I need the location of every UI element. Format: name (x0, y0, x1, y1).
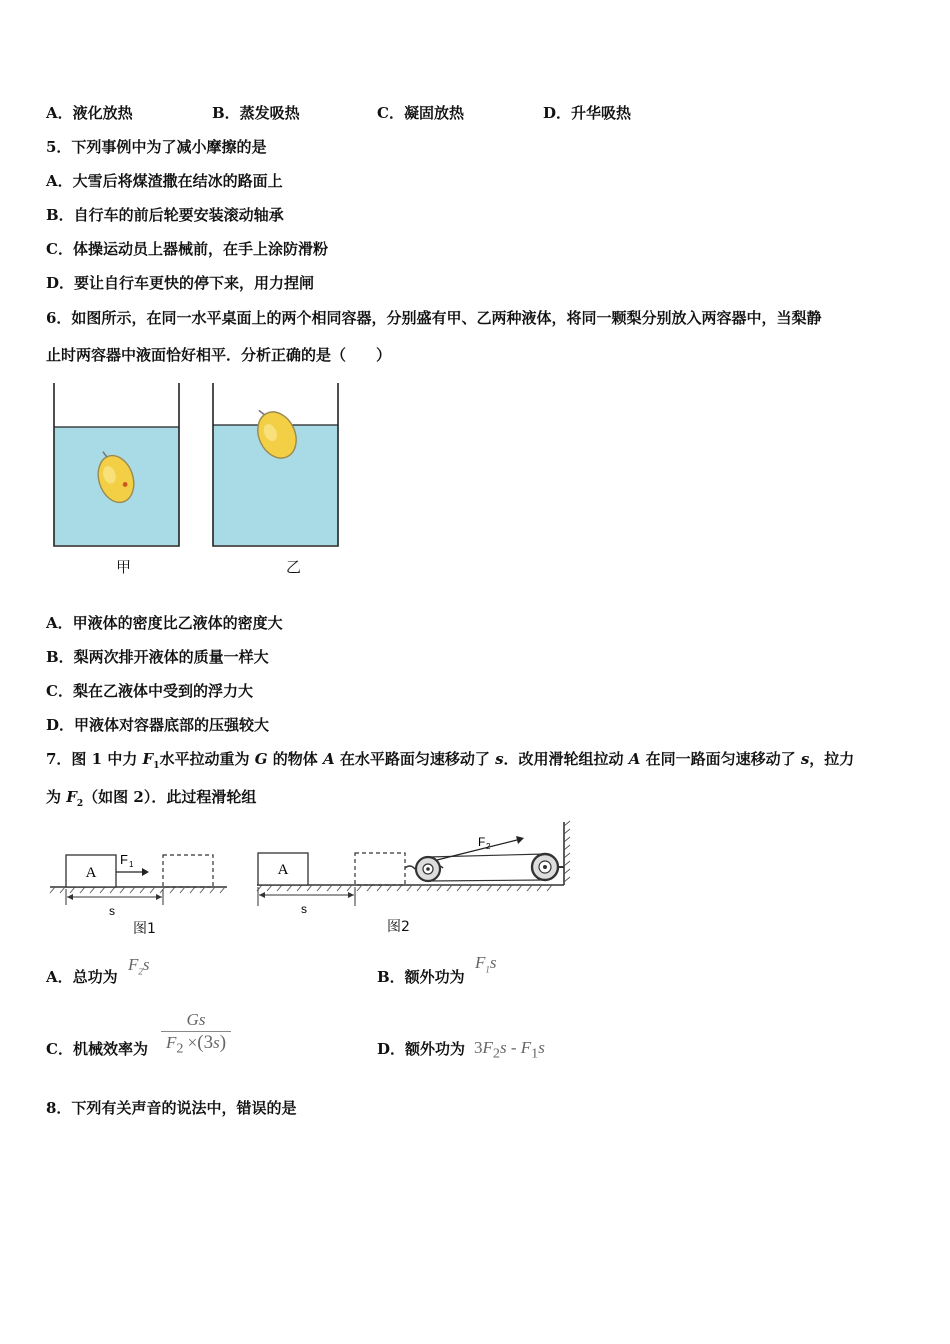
q5-option-b: B．自行车的前后轮要安装滚动轴承 (46, 206, 284, 224)
q6-figure (40, 375, 360, 585)
force-f2-arrow (437, 840, 517, 860)
q7-stem-line2: 为 $F_2$（如图 2）．此过程滑轮组 (46, 788, 257, 809)
q4-option-d: D．升华吸热 (543, 104, 632, 122)
q6-stem-line1: 6．如图所示，在同一水平桌面上的两个相同容器，分别盛有甲、乙两种液体，将同一颗梨分别放入两容器中，当梨静 (46, 309, 822, 327)
fixed-pulley (532, 854, 564, 880)
q7-option-c-formula (161, 1010, 231, 1057)
q5-option-d: D．要让自行车更快的停下来，用力捏闸 (46, 274, 315, 292)
q7-option-c: C．机械效率为 (46, 1040, 148, 1058)
q4-option-a: A．液化放热 (46, 104, 133, 122)
q4-option-b: B．蒸发吸热 (212, 104, 300, 122)
svg-text:s: s (301, 902, 307, 916)
q5-option-c: C．体操运动员上器械前，在手上涂防滑粉 (46, 240, 328, 258)
svg-text:F: F (120, 852, 128, 867)
q7-option-b-formula: $F_1s$ (475, 953, 497, 975)
label-yi: 乙 (286, 558, 302, 576)
q7-figure-2 (252, 818, 582, 940)
fraction-numerator: Gs (161, 1010, 231, 1032)
q5-stem: 5．下列事例中为了减小摩擦的是 (46, 138, 267, 156)
q6-option-a: A．甲液体的密度比乙液体的密度大 (46, 614, 283, 632)
q7-option-a: A．总功为 (46, 968, 118, 986)
svg-text:1: 1 (129, 860, 134, 869)
fig2-caption: 图2 (387, 919, 410, 935)
block-a-moved (355, 853, 405, 885)
svg-text:A: A (85, 865, 97, 881)
q7-stem-line1: 7．图 1 中力 $F_1$水平拉动重为 G 的物体 A 在水平路面匀速移动了 s．改用滑轮组拉动 A 在同一路面匀速移动了 s，拉力 (46, 750, 855, 771)
q7-option-d-formula: $3F_2s - F_1s$ (474, 1038, 545, 1062)
q7-option-a-formula: $F_2s$ (128, 955, 150, 977)
q5-option-a: A．大雪后将煤渣撒在结冰的路面上 (46, 172, 283, 190)
svg-text:2: 2 (486, 842, 491, 851)
q6-option-c: C．梨在乙液体中受到的浮力大 (46, 682, 253, 700)
svg-text:s: s (109, 904, 115, 918)
svg-text:A: A (277, 862, 289, 878)
fraction-denominator: $F_2 \times(3s)$ (165, 1032, 227, 1057)
svg-text:F: F (478, 835, 486, 849)
moving-pulley (416, 857, 440, 881)
q7-option-b: B．额外功为 (377, 968, 465, 986)
block-a-moved (163, 855, 213, 887)
fig1-caption: 图1 (133, 921, 156, 937)
q6-option-b: B．梨两次排开液体的质量一样大 (46, 648, 269, 666)
q6-stem-line2: 止时两容器中液面恰好相平．分析正确的是（ ） (46, 346, 392, 364)
q6-option-d: D．甲液体对容器底部的压强较大 (46, 716, 270, 734)
q8-stem: 8．下列有关声音的说法中，错误的是 (46, 1099, 297, 1117)
q4-option-c: C．凝固放热 (377, 104, 464, 122)
label-jia: 甲 (116, 558, 132, 576)
q7-option-d: D．额外功为 (377, 1040, 466, 1058)
